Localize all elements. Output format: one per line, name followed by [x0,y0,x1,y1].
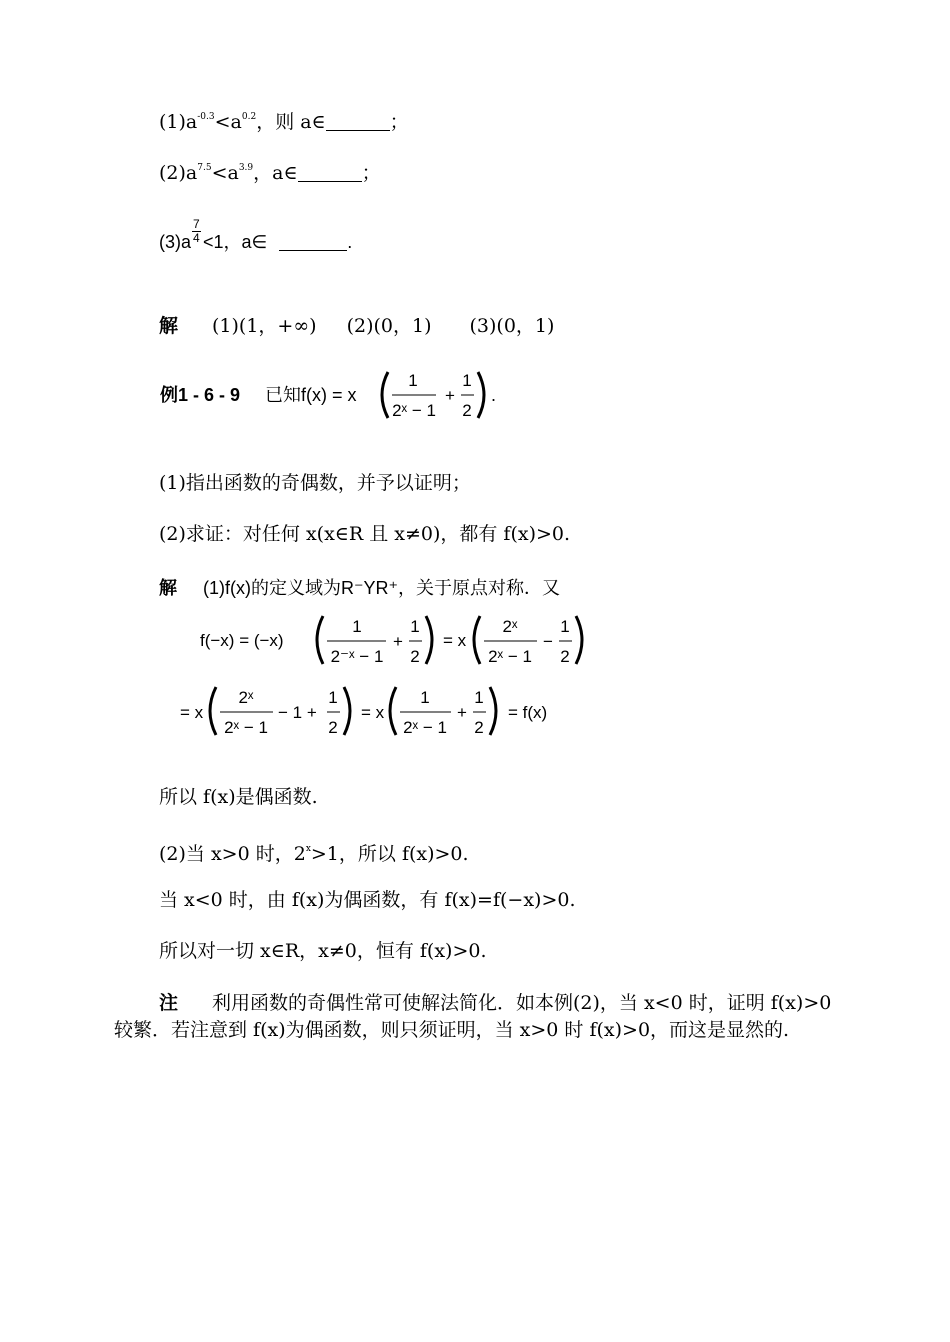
q1-exp2: 0.2 [241,112,257,122]
q1-blank [326,112,390,131]
example-frac1-num: 1 [408,371,418,390]
note-label: 注 [159,992,179,1014]
eq2-rparen-1 [344,687,350,735]
q3-exp-den: 4 [193,231,200,245]
eq2-f1-num: 2ˣ [238,688,254,707]
eq1-f2-den: 2 [410,647,420,666]
part2-a-post: >1，所以 f(x)>0. [310,843,469,865]
example-plus: + [445,386,455,405]
q2-exp1: 7.5 [197,163,212,173]
eq2-rhs: = f(x) [508,703,548,722]
part2-a-pre: (2)当 x>0 时，2 [159,843,306,865]
part2-line-a [159,836,469,867]
example-lparen [382,372,388,418]
part2-a-sup: x [305,844,311,854]
equation-2 [180,681,600,741]
example-intro: 已知f(x) = x [265,385,357,405]
eq2-f4-num: 1 [474,688,484,707]
q3-blank [279,232,347,251]
q2-label: (2)a [159,162,198,184]
conclusion-1: 所以 f(x)是偶函数. [159,786,318,808]
example-label: 例1 - 6 - 9 [160,385,241,405]
eq2-mid2: = x [361,703,385,722]
question-1 [159,104,409,135]
eq2-f2-num: 1 [328,688,338,707]
eq2-f3-num: 1 [420,688,430,707]
q2-tail: ，a∈ [253,162,298,184]
eq1-f1-den: 2⁻ˣ − 1 [330,647,384,666]
eq1-f4-den: 2 [560,647,570,666]
eq2-f2-den: 2 [328,718,338,737]
answer-part-2: (2)(0，1) [346,315,432,337]
example-rparen [478,372,484,418]
eq1-f3-num: 2ˣ [502,617,518,636]
eq1-plus: + [393,632,403,651]
eq2-f3-den: 2ˣ − 1 [403,718,447,737]
eq1-rparen-2 [576,616,582,664]
q1-exp1: -0.3 [197,112,215,122]
eq2-plus: + [457,703,467,722]
solution-heading [159,575,560,601]
task-2: (2)求证：对任何 x(x∈R 且 x≠0)，都有 f(x)>0. [159,523,571,545]
solution-label: 解 [159,578,177,598]
question-3 [159,217,353,255]
q2-end: ； [361,162,381,184]
eq1-lhs: f(−x) = (−x) [200,631,284,650]
q3-label: (3)a [159,232,192,252]
note-text: 利用函数的奇偶性常可使解法简化．如本例(2)，当 x<0 时，证明 f(x)>0 较繁．若注意到 f(x)为偶函数，则只须证明，当 x>0 时 f(x)>0，而这是显然的. [114,992,832,1041]
q2-exp2: 3.9 [238,163,254,173]
question-2 [159,155,381,186]
eq1-f2-num: 1 [410,617,420,636]
q3-rel: <1，a∈ [203,232,268,252]
q3-exponent [191,217,203,248]
equation-1 [200,610,620,670]
eq1-lparen-1 [317,616,323,664]
solution-text: (1)f(x)的定义域为R⁻YR⁺，关于原点对称．又 [203,578,560,598]
eq2-mid1: − 1 + [278,703,317,722]
eq1-f1-num: 1 [352,617,362,636]
example-frac2-den: 2 [462,401,472,420]
eq2-f4-den: 2 [474,718,484,737]
q3-end: . [347,232,353,252]
eq2-lhs: = x [180,703,204,722]
eq1-rparen-1 [426,616,432,664]
example-frac2-num: 1 [462,371,472,390]
eq2-f1-den: 2ˣ − 1 [224,718,268,737]
eq1-lparen-2 [474,616,480,664]
q3-exp-num: 7 [193,217,200,231]
example-end: . [491,385,497,405]
q2-blank [298,163,362,182]
q2-rel: <a [211,162,239,184]
eq1-minus: − [543,632,553,651]
eq2-lparen-1 [210,687,216,735]
answer-part-3: (3)(0，1) [469,315,555,337]
example-heading [158,366,558,426]
part2-line-b: 当 x<0 时，由 f(x)为偶函数，有 f(x)=f(−x)>0. [159,889,576,911]
eq1-f4-num: 1 [560,617,570,636]
eq1-f3-den: 2ˣ − 1 [488,647,532,666]
q1-label: (1)a [159,111,198,133]
answer-line [159,313,554,339]
eq1-mid: = x [443,631,467,650]
answer-label: 解 [159,315,179,337]
q1-end: ； [389,111,409,133]
q1-tail: ，则 a∈ [256,111,326,133]
q1-rel: <a [214,111,242,133]
answer-part-1: (1)(1，+∞) [212,315,317,337]
part2-line-c: 所以对一切 x∈R，x≠0，恒有 f(x)>0. [159,940,487,962]
eq2-rparen-2 [490,687,496,735]
task-1: (1)指出函数的奇偶数，并予以证明； [159,472,471,494]
note-paragraph [114,990,838,1044]
example-frac1-den: 2ˣ − 1 [392,401,436,420]
eq2-lparen-2 [390,687,396,735]
